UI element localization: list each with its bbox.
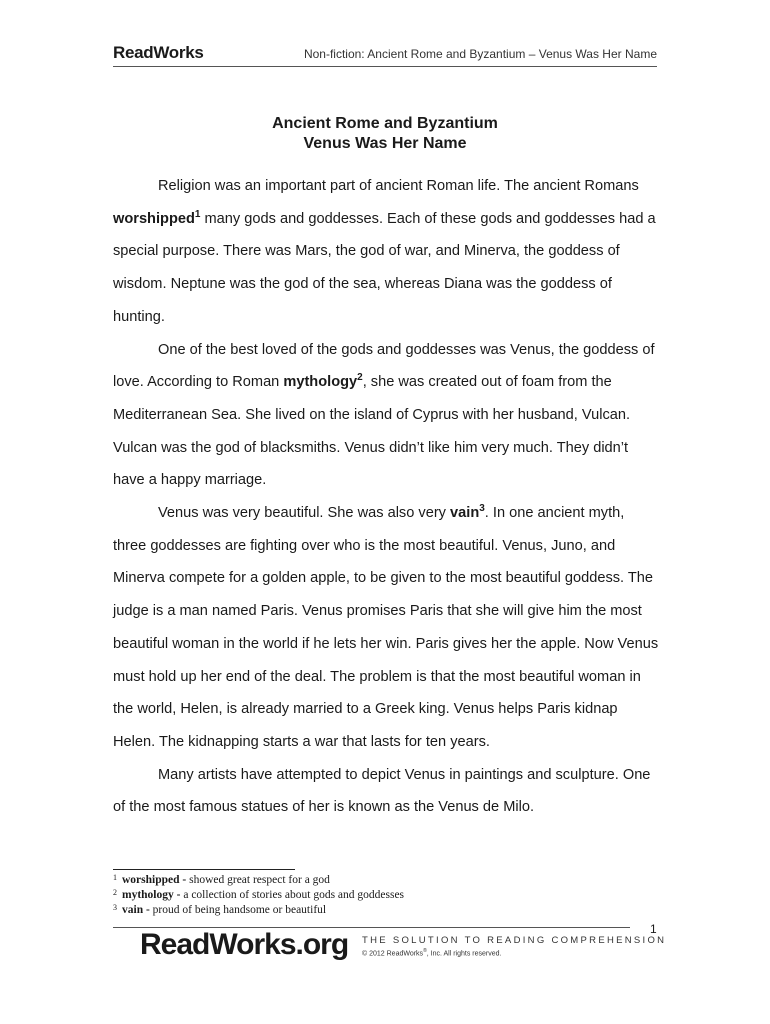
page-title — [113, 114, 657, 154]
title-line-2: Venus Was Her Name — [303, 135, 467, 152]
copyright-text: © 2012 ReadWorks — [362, 950, 424, 958]
registered-mark: ® — [423, 948, 427, 954]
footnote-term: vain - — [122, 904, 150, 916]
article-body — [113, 170, 659, 824]
footnote-definition: showed great respect for a god — [186, 874, 330, 886]
paragraph-text: many gods and goddesses. Each of these gods and goddesses had a special purpose. There was Mars, the god of war, and Minerva, the goddess of wisdom. Neptune was the god of the sea, whereas Diana was the goddess of hunting. — [113, 210, 656, 325]
paragraph-text: , she was created out of foam from the Mediterranean Sea. She lived on the island of Cyprus with her husband, Vulcan. Vulcan was the god of blacksmiths. Venus didn’t like him very much. They didn’t have a happy marriage. — [113, 374, 631, 489]
footnote-number: 1 — [113, 873, 117, 882]
vocab-term-worshipped: worshipped — [113, 210, 195, 227]
header-subtitle: Non-fiction: Ancient Rome and Byzantium – Venus Was Her Name — [303, 47, 657, 61]
paragraph-1 — [113, 170, 659, 334]
paragraph-text: . In one ancient myth, three goddesses are fighting over who is the most beautiful. Venus, Juno, and Minerva compete for a golden apple, to be given to the most beautiful goddess. The judge is a man named Paris. Venus promises Paris that she will give him the most beautiful woman in the world if he lets her win. Paris gives her the apple. Now Venus must hold up her end of the deal. The problem is that the most beautiful woman in the world, Helen, is already married to a Greek king. Venus helps Paris kidnap Helen. The kidnapping starts a war that lasts for ten years. — [113, 505, 659, 750]
paragraph-text: Venus was very beautiful. She was also very — [158, 505, 451, 522]
footnotes — [113, 873, 633, 918]
copyright-text-rest: , Inc. All rights reserved. — [426, 950, 502, 958]
footer-logo: ReadWorks.org — [140, 928, 349, 961]
footnote-item — [113, 873, 633, 888]
footnote-ref: 3 — [479, 503, 485, 515]
paragraph-3 — [113, 497, 659, 759]
page-number: 1 — [650, 922, 657, 936]
footnote-definition: proud of being handsome or beautiful — [149, 904, 327, 916]
footnote-definition: a collection of stories about gods and goddesses — [180, 889, 405, 901]
paragraph-text: One of the best loved of the gods and goddesses was Venus, the goddess of love. According to Roman — [113, 341, 655, 391]
footnote-divider — [113, 869, 295, 870]
paragraph-2 — [113, 334, 659, 498]
footer-copyright — [362, 948, 501, 957]
footer-tagline: THE SOLUTION TO READING COMPREHENSION — [362, 935, 667, 946]
vocab-term-mythology: mythology — [283, 374, 358, 391]
header-brand: ReadWorks — [113, 43, 204, 62]
header-divider — [113, 66, 657, 67]
footnote-term: worshipped - — [122, 874, 187, 886]
footnote-term: mythology - — [122, 889, 181, 901]
vocab-term-vain: vain — [450, 505, 480, 522]
footnote-ref: 1 — [194, 208, 201, 220]
paragraph-4: Many artists have attempted to depict Venus in paintings and sculpture. One of the most famous statues of her is known as the Venus de Milo. — [113, 766, 651, 816]
footnote-ref: 2 — [357, 372, 363, 384]
footnote-number: 3 — [113, 903, 117, 912]
footnote-item — [113, 903, 633, 918]
paragraph-text: Religion was an important part of ancient Roman life. The ancient Romans — [158, 178, 639, 194]
footnote-number: 2 — [113, 888, 117, 897]
footnote-item — [113, 888, 633, 903]
title-line-1: Ancient Rome and Byzantium — [272, 115, 498, 132]
